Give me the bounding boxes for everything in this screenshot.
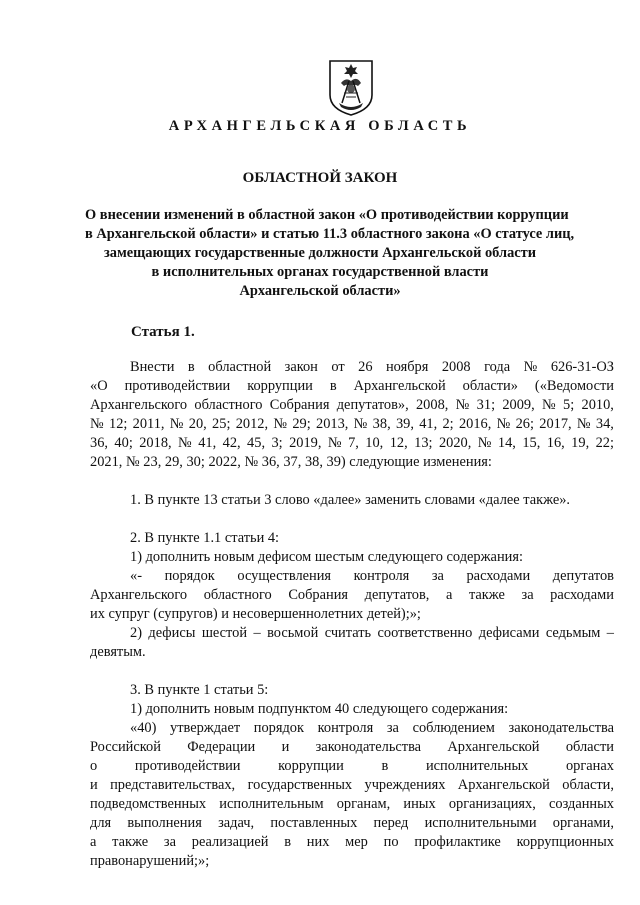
word: них: [306, 834, 330, 850]
word: государственных: [247, 777, 353, 793]
word: Архангельской: [457, 777, 550, 793]
justified-line: [90, 358, 614, 377]
word: реализацией: [191, 834, 269, 850]
word: («Ведомости: [534, 378, 614, 394]
word: 2008: [441, 359, 471, 375]
word: подведомственных: [90, 796, 207, 812]
word: 45,: [247, 435, 266, 451]
title-line: Архангельской области»: [239, 283, 401, 299]
justified-line: [90, 776, 614, 795]
title-line: замещающих государственные должности Архангельской области: [103, 245, 537, 261]
word: области: [565, 739, 614, 755]
word: 41,: [419, 416, 438, 432]
word: представительствах,: [110, 777, 236, 793]
word: 19,: [571, 435, 590, 451]
word: и: [90, 777, 98, 793]
word: расходами: [550, 587, 614, 603]
word: №: [327, 435, 342, 451]
word: 12;: [109, 416, 128, 432]
word: 2020,: [438, 435, 472, 451]
title-line: в исполнительных органах государственной власти: [151, 264, 489, 280]
title-line: в Архангельской области» и статью 11.3 областного закона «О статусе лиц,: [85, 226, 575, 242]
justified-line: [90, 738, 614, 757]
article-body: [90, 358, 614, 871]
justified-line: [90, 434, 614, 453]
word: а: [90, 834, 97, 850]
coat-of-arms-emblem: [327, 59, 375, 117]
word: органами,: [552, 815, 614, 831]
word: области»: [462, 378, 518, 394]
word: №: [353, 416, 368, 432]
word: 15,: [522, 435, 541, 451]
justified-line: [90, 396, 614, 415]
word: Собрания: [269, 397, 330, 413]
word: областного: [203, 587, 272, 603]
word: Архангельского: [90, 397, 188, 413]
document-title: [85, 206, 575, 301]
word: «О: [90, 378, 108, 394]
word: депутатов»,: [336, 397, 409, 413]
word: за: [163, 834, 176, 850]
word: 26;: [515, 416, 534, 432]
word: дефисы: [148, 625, 196, 641]
word: 22;: [595, 435, 614, 451]
word: депутатов,: [364, 587, 430, 603]
word: «-: [130, 568, 142, 584]
word: 2013,: [316, 416, 349, 432]
region-name: АРХАНГЕЛЬСКАЯ ОБЛАСТЬ: [168, 118, 472, 134]
word: №: [542, 397, 556, 413]
word: также: [112, 834, 149, 850]
word: Внести: [130, 359, 175, 375]
word: №: [477, 435, 492, 451]
word: 13;: [414, 435, 433, 451]
word: 2012,: [235, 416, 269, 432]
word: №: [169, 416, 184, 432]
word: исполнительных: [425, 758, 529, 774]
title-line: О внесении изменений в областной закон «О противодействии коррупции: [85, 207, 569, 223]
word: для: [90, 815, 112, 831]
word: от: [331, 359, 345, 375]
justified-line: [90, 377, 614, 396]
word: порядок: [253, 720, 304, 736]
justified-line: [90, 567, 614, 586]
intro-paragraph: [90, 358, 614, 472]
article-heading: Статья 1.: [131, 324, 195, 340]
word: 25;: [212, 416, 231, 432]
justified-line: [90, 719, 614, 738]
word: 39,: [395, 416, 414, 432]
word: коррупционных: [516, 834, 614, 850]
amendment-item-3-heading: 3. В пункте 1 статьи 5:: [130, 682, 269, 698]
word: Российской: [90, 739, 161, 755]
word: 626-31-ОЗ: [550, 359, 614, 375]
word: органам,: [336, 796, 391, 812]
word: 2010,: [581, 397, 614, 413]
word: поставленных: [270, 815, 358, 831]
justified-line: [90, 624, 614, 643]
word: организациях,: [448, 796, 536, 812]
word: Архангельского: [90, 587, 188, 603]
word: в: [284, 834, 292, 850]
word: седьмым: [545, 625, 601, 641]
paragraph-last-line: 2021, № 23, 29, 30; 2022, № 36, 37, 38, 39) следующие изменения:: [90, 454, 492, 470]
word: о: [90, 758, 98, 774]
justified-line: [90, 833, 614, 852]
subitem-text: 1) дополнить новым подпунктом 40 следующего содержания:: [130, 701, 509, 717]
word: 5;: [563, 397, 575, 413]
word: №: [178, 435, 192, 451]
word: законодательства: [315, 739, 422, 755]
word: 2008,: [415, 397, 449, 413]
word: а: [445, 587, 453, 603]
word: в: [329, 378, 337, 394]
word: 2011,: [132, 416, 165, 432]
word: законодательства: [508, 720, 614, 736]
word: исполнительными: [424, 815, 537, 831]
word: 16,: [546, 435, 565, 451]
word: за: [386, 720, 399, 736]
word: исполнительным: [219, 796, 324, 812]
word: осуществления: [237, 568, 332, 584]
word: противодействии: [124, 378, 231, 394]
paragraph-last-line: правонарушений;»;: [90, 853, 210, 869]
word: в: [381, 758, 389, 774]
word: 2017,: [539, 416, 572, 432]
paragraph-last-line: их супруг (супругов) и несовершеннолетних детей);»;: [90, 606, 421, 622]
word: «40): [130, 720, 157, 736]
word: –: [253, 625, 261, 641]
paragraph-last-line: девятым.: [90, 644, 146, 660]
word: утверждает: [170, 720, 241, 736]
justified-line: [90, 415, 614, 434]
word: иных: [403, 796, 436, 812]
word: 2;: [442, 416, 454, 432]
word: дефисами: [478, 625, 540, 641]
word: 20,: [188, 416, 207, 432]
word: ноября: [385, 359, 429, 375]
word: контроля: [317, 720, 374, 736]
document-type: ОБЛАСТНОЙ ЗАКОН: [242, 170, 398, 186]
amendment-item-2-heading: 2. В пункте 1.1 статьи 4:: [130, 530, 280, 546]
word: восьмой: [267, 625, 319, 641]
word: Федерации: [187, 739, 256, 755]
word: 12,: [389, 435, 408, 451]
word: 29;: [292, 416, 311, 432]
word: и: [281, 739, 290, 755]
word: Архангельской: [353, 378, 446, 394]
justified-line: [90, 586, 614, 605]
word: области,: [562, 777, 614, 793]
word: 2016,: [458, 416, 492, 432]
word: 36,: [90, 435, 108, 451]
word: Архангельской: [447, 739, 540, 755]
word: профилактике: [414, 834, 501, 850]
word: учреждениях: [364, 777, 446, 793]
word: коррупции: [278, 758, 344, 774]
word: перед: [373, 815, 409, 831]
word: противодействии: [134, 758, 241, 774]
word: Собрания: [288, 587, 349, 603]
subitem-text: 1) дополнить новым дефисом шестым следующего содержания:: [130, 549, 523, 565]
word: также: [468, 587, 505, 603]
justified-line: [90, 757, 614, 776]
word: 2009,: [502, 397, 535, 413]
word: –: [606, 625, 614, 641]
word: созданных: [549, 796, 614, 812]
word: 31;: [476, 397, 496, 413]
word: 10,: [365, 435, 384, 451]
word: депутатов: [552, 568, 614, 584]
word: задач,: [218, 815, 255, 831]
word: №: [90, 416, 104, 432]
word: коррупции: [247, 378, 313, 394]
word: мер: [345, 834, 368, 850]
word: 42,: [222, 435, 241, 451]
word: закон: [284, 359, 318, 375]
word: 2019,: [289, 435, 322, 451]
word: года: [484, 359, 511, 375]
word: за: [521, 587, 534, 603]
word: 41,: [198, 435, 217, 451]
word: шестой: [201, 625, 248, 641]
word: 38,: [372, 416, 391, 432]
word: №: [496, 416, 511, 432]
word: расходами: [466, 568, 531, 584]
word: 34,: [595, 416, 614, 432]
word: 14,: [497, 435, 516, 451]
word: считать: [324, 625, 372, 641]
word: 2): [130, 625, 142, 641]
word: 7,: [348, 435, 359, 451]
word: №: [455, 397, 470, 413]
word: 3;: [271, 435, 283, 451]
word: областного: [194, 397, 263, 413]
justified-line: [90, 814, 614, 833]
word: 40;: [114, 435, 133, 451]
amendment-item-1: 1. В пункте 13 статьи 3 слово «далее» заменить словами «далее также».: [130, 492, 571, 508]
word: соответственно: [377, 625, 473, 641]
word: выполнения: [127, 815, 202, 831]
justified-line: [90, 795, 614, 814]
word: №: [576, 416, 591, 432]
word: в: [187, 359, 195, 375]
word: №: [523, 359, 538, 375]
word: порядок: [164, 568, 215, 584]
word: №: [273, 416, 288, 432]
word: органах: [565, 758, 614, 774]
word: областной: [208, 359, 272, 375]
word: 2018,: [139, 435, 172, 451]
word: по: [383, 834, 399, 850]
word: 26: [358, 359, 373, 375]
word: соблюдением: [412, 720, 495, 736]
word: контроля: [353, 568, 410, 584]
word: за: [431, 568, 444, 584]
